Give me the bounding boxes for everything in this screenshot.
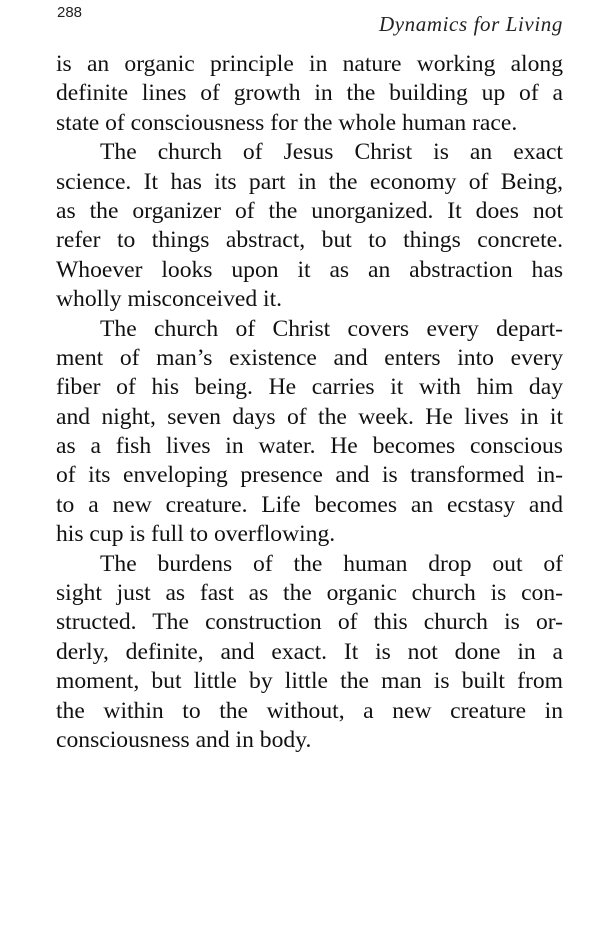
text-line: his cup is full to overflowing. bbox=[56, 521, 336, 548]
paragraph bbox=[56, 315, 563, 550]
paragraph bbox=[56, 550, 563, 756]
text-line: state of consciousness for the whole human race. bbox=[56, 109, 518, 136]
text-line: as the organizer of the unorganized. It does not bbox=[56, 197, 563, 224]
text-line: of its enveloping presence and is transformed in- bbox=[56, 462, 563, 489]
text-line: ment of man’s existence and enters into every bbox=[56, 344, 563, 371]
text-line: sight just as fast as the organic church is con- bbox=[56, 580, 563, 607]
text-line: refer to things abstract, but to things concrete. bbox=[56, 227, 563, 254]
text-line: and night, seven days of the week. He lives in it bbox=[56, 403, 563, 430]
text-line: the within to the without, a new creature in bbox=[56, 697, 563, 724]
text-line: consciousness and in body. bbox=[56, 726, 312, 753]
text-line: Whoever looks upon it as an abstraction has bbox=[56, 256, 563, 283]
paragraph bbox=[56, 138, 563, 314]
text-line: definite lines of growth in the building up of a bbox=[56, 80, 563, 107]
text-line: derly, definite, and exact. It is not done in a bbox=[56, 638, 563, 665]
text-line: wholly misconceived it. bbox=[56, 286, 283, 313]
text-line: is an organic principle in nature working along bbox=[56, 51, 563, 77]
text-line: to a new creature. Life becomes an ecstasy and bbox=[56, 491, 563, 518]
page-body bbox=[56, 50, 563, 755]
page-number: 288 bbox=[57, 4, 83, 21]
text-line: The church of Christ covers every depart- bbox=[100, 315, 563, 342]
text-line: moment, but little by little the man is built from bbox=[56, 668, 563, 695]
text-line: The burdens of the human drop out of bbox=[100, 550, 563, 577]
text-line: The church of Jesus Christ is an exact bbox=[100, 139, 563, 166]
text-line: fiber of his being. He carries it with him day bbox=[56, 374, 563, 401]
paragraph bbox=[56, 50, 563, 138]
text-line: as a fish lives in water. He becomes conscious bbox=[56, 433, 563, 460]
running-title: Dynamics for Living bbox=[378, 12, 563, 36]
text-line: science. It has its part in the economy of Being, bbox=[56, 168, 563, 195]
text-line: structed. The construction of this church is or- bbox=[56, 609, 563, 636]
